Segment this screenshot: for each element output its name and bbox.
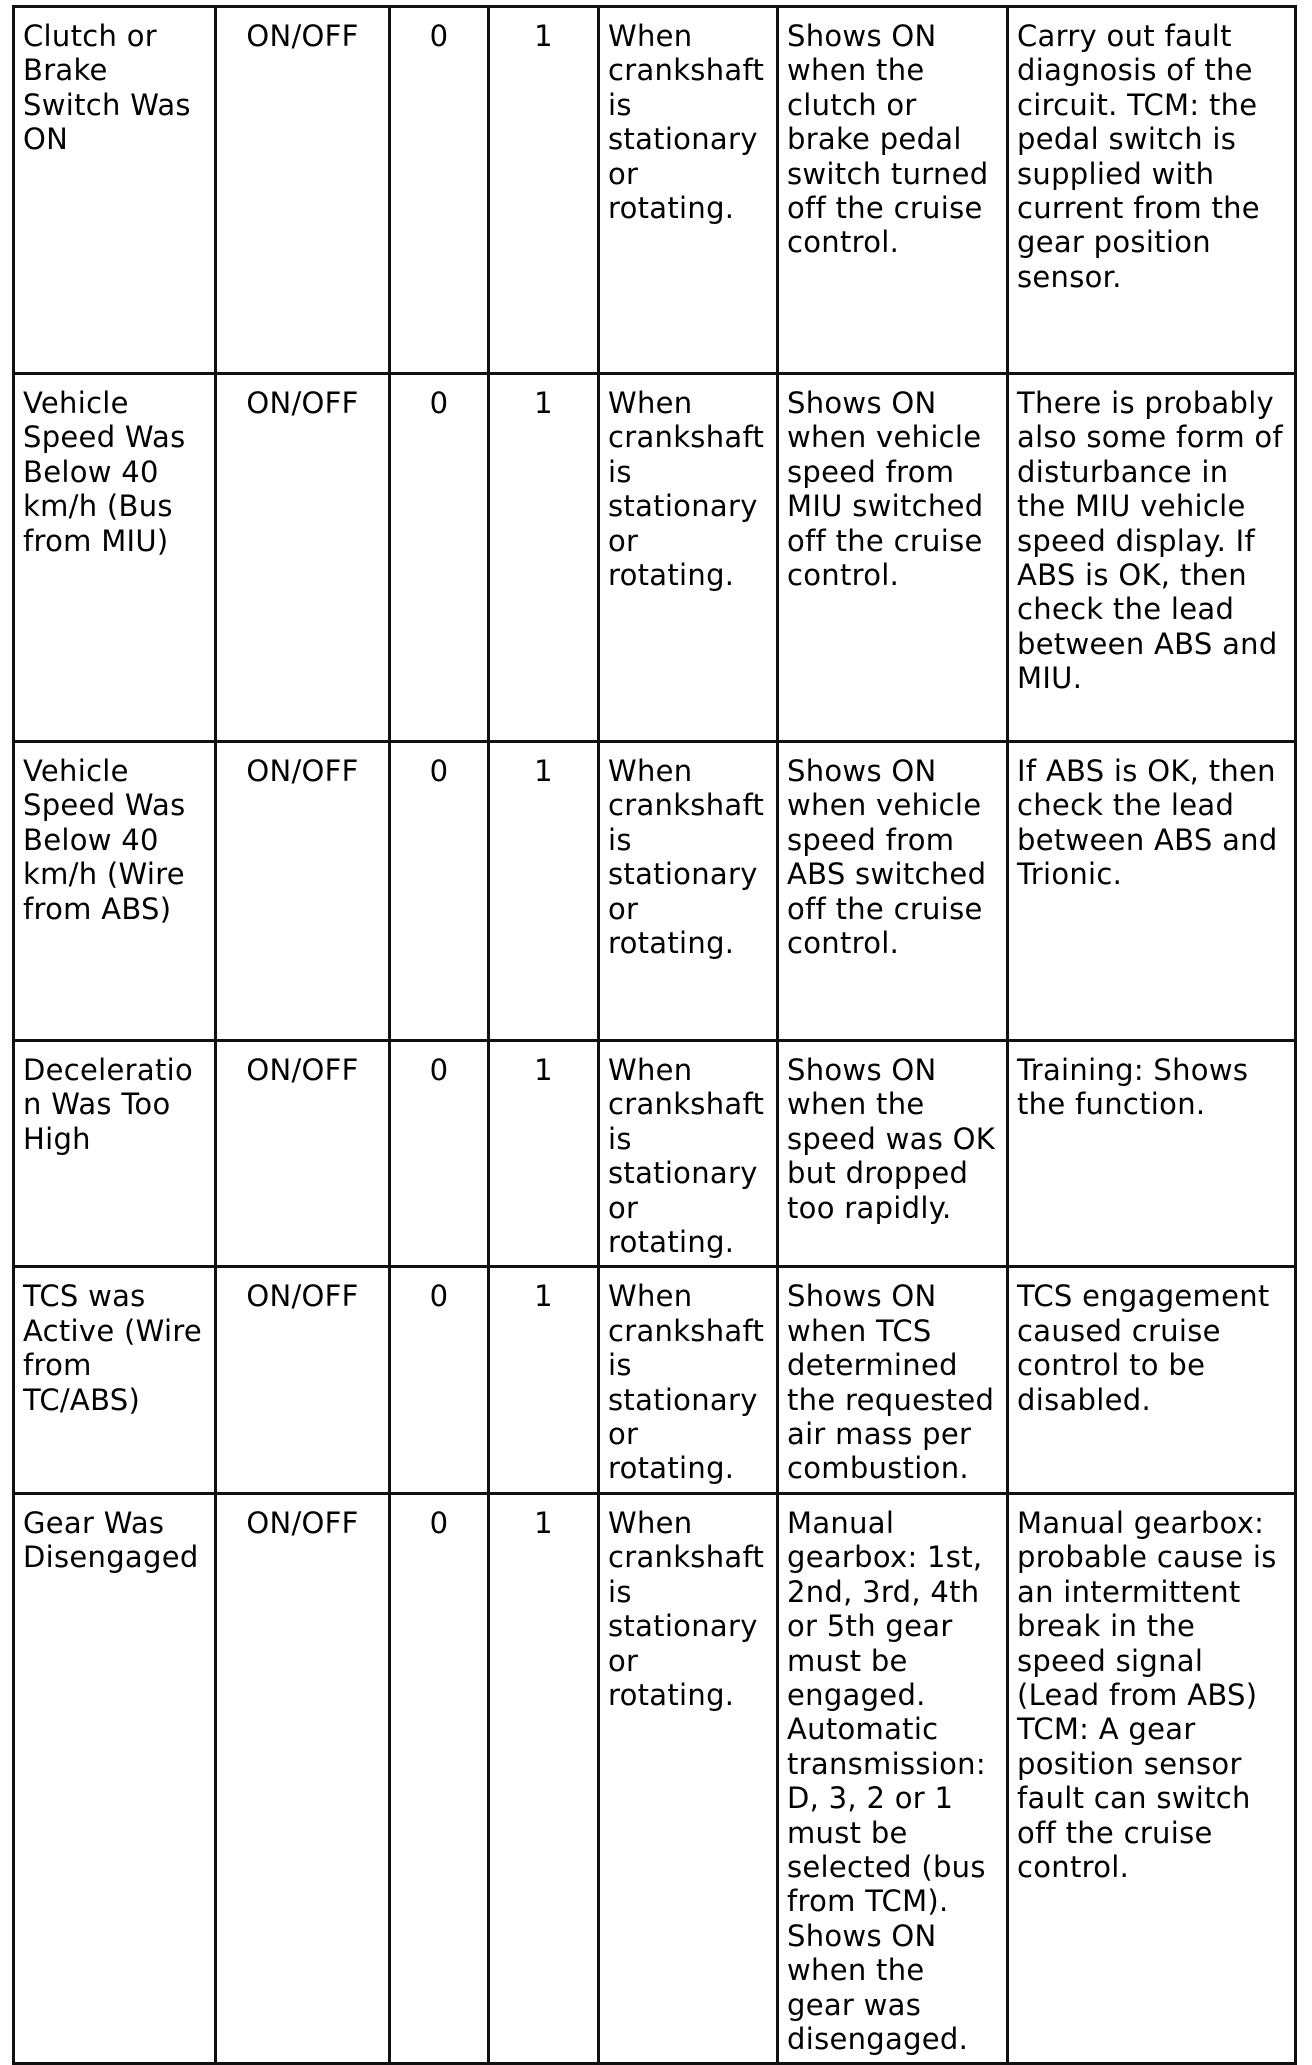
max-cell: 1 — [489, 1493, 599, 2064]
table-row — [14, 1493, 1296, 2064]
conditions-cell: When crankshaft is stationary or rotating. — [599, 742, 778, 1041]
notes-cell: Training: Shows the function. — [1008, 1041, 1296, 1267]
values-cell: ON/OFF — [216, 374, 390, 742]
min-cell: 0 — [390, 374, 489, 742]
parameter-cell: Vehicle Speed Was Below 40 km/h (Wire from ABS) — [14, 742, 216, 1041]
values-cell: ON/OFF — [216, 1041, 390, 1267]
description-cell: Shows ON when vehicle speed from MIU switched off the cruise control. — [778, 374, 1008, 742]
notes-cell: If ABS is OK, then check the lead between ABS and Trionic. — [1008, 742, 1296, 1041]
table-row — [14, 1267, 1296, 1493]
notes-cell: Carry out fault diagnosis of the circuit. TCM: the pedal switch is supplied with current from the gear position sensor. — [1008, 7, 1296, 374]
description-cell: Manual gearbox: 1st, 2nd, 3rd, 4th or 5th gear must be engaged. Automatic transmission: D, 3, 2 or 1 must be selected (bus from TCM). Shows ON when the gear was disengaged. — [778, 1493, 1008, 2064]
values-cell: ON/OFF — [216, 7, 390, 374]
table-row — [14, 7, 1296, 374]
conditions-cell: When crankshaft is stationary or rotating. — [599, 1493, 778, 2064]
conditions-cell: When crankshaft is stationary or rotating. — [599, 374, 778, 742]
conditions-cell: When crankshaft is stationary or rotating. — [599, 7, 778, 374]
max-cell: 1 — [489, 742, 599, 1041]
description-cell: Shows ON when vehicle speed from ABS switched off the cruise control. — [778, 742, 1008, 1041]
parameter-cell: TCS was Active (Wire from TC/ABS) — [14, 1267, 216, 1493]
description-cell: Shows ON when the speed was OK but dropped too rapidly. — [778, 1041, 1008, 1267]
parameter-cell: Clutch or Brake Switch Was ON — [14, 7, 216, 374]
max-cell: 1 — [489, 7, 599, 374]
values-cell: ON/OFF — [216, 742, 390, 1041]
max-cell: 1 — [489, 374, 599, 742]
min-cell: 0 — [390, 1267, 489, 1493]
table-row — [14, 374, 1296, 742]
notes-cell: Manual gearbox: probable cause is an intermittent break in the speed signal (Lead from ABS) TCM: A gear position sensor fault can switch off the cruise control. — [1008, 1493, 1296, 2064]
notes-cell: There is probably also some form of disturbance in the MIU vehicle speed display. If ABS is OK, then check the lead between ABS and MIU. — [1008, 374, 1296, 742]
table-row — [14, 742, 1296, 1041]
min-cell: 0 — [390, 1493, 489, 2064]
max-cell: 1 — [489, 1267, 599, 1493]
parameter-cell: Vehicle Speed Was Below 40 km/h (Bus from MIU) — [14, 374, 216, 742]
conditions-cell: When crankshaft is stationary or rotating. — [599, 1041, 778, 1267]
min-cell: 0 — [390, 1041, 489, 1267]
parameter-cell: Gear Was Disengaged — [14, 1493, 216, 2064]
values-cell: ON/OFF — [216, 1493, 390, 2064]
parameter-cell: Deceleration Was Too High — [14, 1041, 216, 1267]
values-cell: ON/OFF — [216, 1267, 390, 1493]
description-cell: Shows ON when the clutch or brake pedal switch turned off the cruise control. — [778, 7, 1008, 374]
description-cell: Shows ON when TCS determined the requested air mass per combustion. — [778, 1267, 1008, 1493]
diagnostic-parameter-table — [12, 5, 1297, 2065]
notes-cell: TCS engagement caused cruise control to be disabled. — [1008, 1267, 1296, 1493]
max-cell: 1 — [489, 1041, 599, 1267]
table-row — [14, 1041, 1296, 1267]
min-cell: 0 — [390, 7, 489, 374]
min-cell: 0 — [390, 742, 489, 1041]
conditions-cell: When crankshaft is stationary or rotating. — [599, 1267, 778, 1493]
